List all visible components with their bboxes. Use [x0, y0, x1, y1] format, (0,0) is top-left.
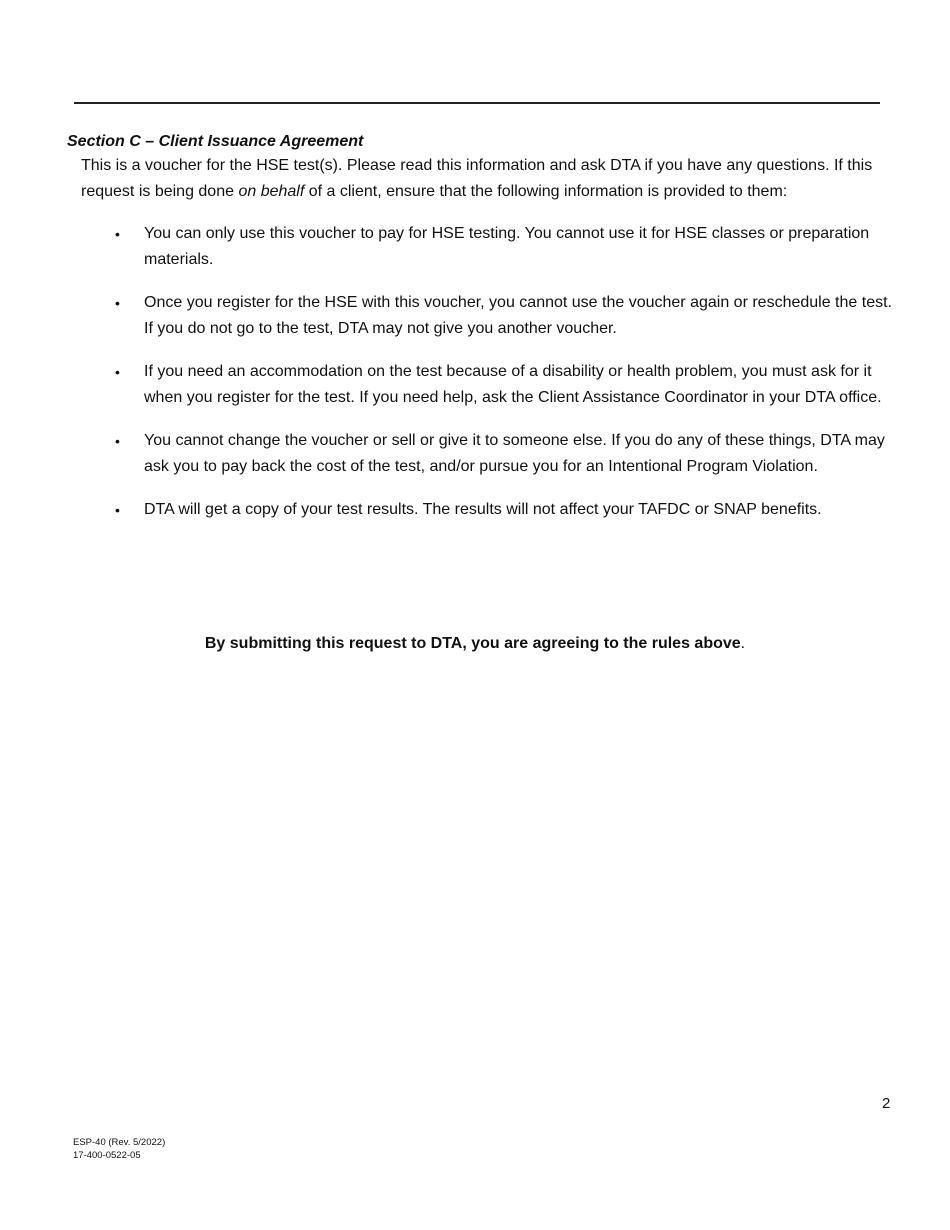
bullet-icon: •	[115, 502, 120, 518]
form-code: 17-400-0522-05	[73, 1150, 141, 1161]
rules-list	[113, 221, 898, 540]
form-id: ESP-40 (Rev. 5/2022)	[73, 1137, 166, 1148]
agreement-statement	[0, 633, 950, 655]
bullet-icon: •	[115, 364, 120, 380]
top-divider	[74, 102, 880, 104]
list-item-text: You cannot change the voucher or sell or give it to someone else. If you do any of these things, DTA may ask you to pay back the cost of the test, and/or pursue you for an Intentional Program Violation.	[144, 432, 885, 475]
list-item-text: You can only use this voucher to pay for HSE testing. You cannot use it for HSE classes or preparation materials.	[144, 225, 870, 268]
section-title: Section C – Client Issuance Agreement	[67, 133, 364, 150]
bullet-icon: •	[115, 226, 120, 242]
list-item	[113, 290, 898, 342]
page-number: 2	[882, 1095, 891, 1112]
list-item-text: Once you register for the HSE with this voucher, you cannot use the voucher again or reschedule the test. If you do not go to the test, DTA may not give you another voucher.	[144, 294, 892, 337]
list-item	[113, 428, 898, 480]
bullet-icon: •	[115, 295, 120, 311]
bullet-icon: •	[115, 433, 120, 449]
intro-text-end: of a client, ensure that the following information is provided to them:	[304, 183, 788, 200]
agreement-bold-text: By submitting this request to DTA, you are agreeing to the rules above	[204, 635, 741, 652]
list-item	[113, 221, 898, 273]
intro-text-italic: on behalf	[238, 183, 305, 200]
form-footer	[73, 1136, 165, 1162]
intro-text-start: This is a voucher for the HSE test(s). Please read this information and ask DTA if you have any questions. If this request is being done	[81, 157, 873, 200]
intro-paragraph	[81, 153, 896, 205]
agreement-period: .	[740, 635, 746, 652]
list-item-text: DTA will get a copy of your test results. The results will not affect your TAFDC or SNAP benefits.	[144, 501, 822, 518]
list-item	[113, 359, 898, 411]
list-item	[113, 497, 898, 523]
list-item-text: If you need an accommodation on the test because of a disability or health problem, you must ask for it when you register for the test. If you need help, ask the Client Assistance Coordinator in your DTA office.	[144, 363, 882, 406]
